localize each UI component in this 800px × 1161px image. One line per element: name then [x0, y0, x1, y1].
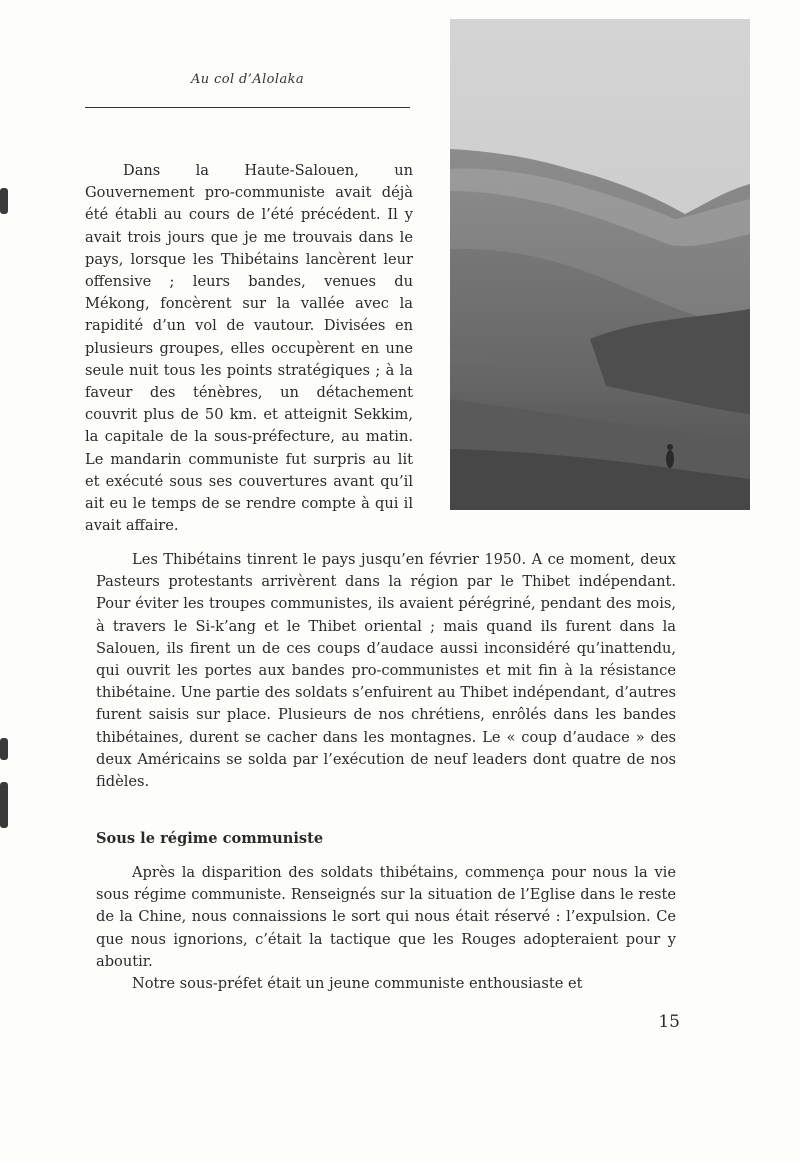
page-number: 15 — [658, 1012, 680, 1032]
binding-edge-mark — [0, 782, 8, 828]
paragraph: Après la disparition des soldats thibétains, commença pour nous la vie sous régime communiste. Renseignés sur la situation de l’Eglise dans le reste de la Chine, nous connaissions le sort qui nous était réservé : l’expulsion. Ce que nous ignorions, c’était la tactique que les Rouges adopteraient pour y aboutir. — [96, 864, 676, 970]
mountain-photograph — [450, 19, 750, 510]
running-head: Au col d’Alolaka — [190, 72, 305, 87]
binding-edge-mark — [0, 188, 8, 214]
header-rule — [85, 107, 410, 108]
column-text — [85, 160, 413, 537]
full-width-text — [96, 549, 676, 793]
binding-edge-mark — [0, 738, 8, 760]
paragraph: Les Thibétains tinrent le pays jusqu’en février 1950. A ce moment, deux Pasteurs protestants arrivèrent dans la région par le Thibet indépendant. Pour éviter les troupes communistes, ils avaient pérégriné, pendant des mois, à travers le Si-k’ang et le Thibet oriental ; mais quand ils furent dans la Salouen, ils firent un de ces coups d’audace aussi inconsidéré qu’inattendu, qui ouvrit les portes aux bandes pro-communistes et mit fin à la résistance thibétaine. Une partie des soldats s’enfuirent au Thibet indépendant, d’autres furent saisis sur place. Plusieurs de nos chrétiens, enrôlés dans les bandes thibétaines, durent se cacher dans les montagnes. Le « coup d’audace » des deux Américains se solda par l’exécution de neuf leaders dont quatre de nos fidèles. — [96, 551, 676, 791]
section-body — [96, 862, 676, 995]
paragraph: Dans la Haute-Salouen, un Gouvernement pro-communiste avait déjà été établi au cours de l’été précédent. Il y avait trois jours que je me trouvais dans le pays, lorsque les Thibétains lancèrent leur offensive ; leurs bandes, venues du Mékong, foncèrent sur la vallée avec la rapidité d’un vol de vautour. Divisées en plusieurs groupes, elles occupèrent en une seule nuit tous les points stratégiques ; à la faveur des ténèbres, un détachement couvrit plus de 50 km. et atteignit Sekkim, la capitale de la sous-préfecture, au matin. Le mandarin communiste fut surpris au lit et exécuté sous ses couvertures avant qu’il ait eu le temps de se rendre compte à qui il avait affaire. — [85, 162, 413, 535]
section-heading: Sous le régime communiste — [96, 830, 324, 847]
paragraph: Notre sous-préfet était un jeune communiste enthousiaste et — [132, 975, 583, 993]
